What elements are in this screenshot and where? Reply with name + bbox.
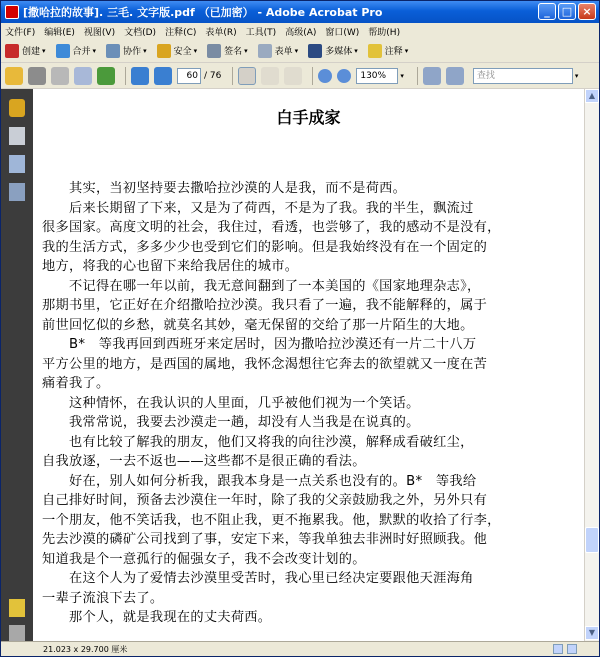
previous-page-icon[interactable] (131, 67, 149, 85)
document-line: 后来长期留了下来，又是为了荷西，不是为了我。我的半生，飘流过 (42, 200, 474, 216)
create-button[interactable]: 创建 ▾ (5, 44, 46, 58)
page-total: / 76 (204, 70, 222, 81)
create-label: 创建 (22, 47, 41, 57)
forms-icon (258, 44, 272, 58)
page-layout-icon[interactable] (423, 67, 441, 85)
multimedia-icon (308, 44, 322, 58)
document-line: 不记得在哪一年以前，我无意间翻到了一本美国的《国家地理杂志》， (42, 278, 481, 294)
document-line: 自我放逐，一去不返也——这些都不是很正确的看法。 (42, 454, 366, 469)
signatures-icon[interactable] (9, 183, 25, 201)
menu-bar (1, 23, 599, 39)
sign-label: 签名 (224, 47, 243, 57)
email-icon[interactable] (74, 67, 92, 85)
document-line: 我常常说，我要去沙漠走一趟，却没有人当我是在说真的。 (42, 415, 420, 430)
zoom-level-input[interactable]: 130% (356, 68, 398, 84)
menu-file[interactable]: 文件(F) (5, 27, 36, 38)
bookmarks-icon[interactable] (9, 155, 25, 173)
comment-label: 注释 (384, 47, 403, 57)
document-line: 一辈子流浪下去了。 (42, 590, 164, 606)
select-text-icon[interactable] (238, 67, 256, 85)
document-line: B* 等我再回到西班牙来定居时，因为撒哈拉沙漠还有一片二十八万 (42, 337, 477, 352)
pages-icon[interactable] (9, 127, 25, 145)
task-toolbar (1, 39, 599, 63)
page-size-readout: 21.023 x 29.700 厘米 (43, 644, 128, 654)
maximize-button[interactable]: □ (558, 3, 576, 20)
toolbar-separator (312, 67, 313, 85)
close-button[interactable]: × (578, 3, 596, 20)
scroll-thumb[interactable] (585, 527, 599, 553)
menu-comments[interactable]: 注释(C) (165, 27, 197, 38)
forms-label: 表单 (274, 47, 293, 57)
search-input[interactable]: 查找 (473, 68, 573, 84)
forms-button[interactable]: 表单 ▾ (258, 44, 299, 58)
menu-edit[interactable]: 编辑(E) (44, 27, 75, 38)
document-title: 白手成家 (276, 108, 341, 127)
collaborate-button[interactable]: 协作 ▾ (106, 44, 147, 58)
marquee-zoom-icon[interactable] (284, 67, 302, 85)
document-line: 好在，别人如何分析我，跟我本身是一点关系也没有的。B* 等我给 (42, 473, 477, 489)
title-bar (1, 1, 599, 23)
secure-label: 安全 (173, 47, 192, 57)
combine-icon (56, 44, 70, 58)
document-line: 也有比较了解我的朋友，他们又将我的向往沙漠，解释成看破红尘， (42, 434, 474, 450)
page-number-input[interactable]: 60 (177, 68, 201, 84)
save-icon[interactable] (51, 67, 69, 85)
comment-button[interactable]: 注释 ▾ (368, 44, 409, 58)
collaborate-icon (106, 44, 120, 58)
combine-button[interactable]: 合并 ▾ (56, 44, 97, 58)
create-pdf-icon (5, 44, 19, 58)
menu-tools[interactable]: 工具(T) (245, 27, 277, 38)
minimize-button[interactable]: _ (538, 3, 556, 20)
zoom-in-icon[interactable] (337, 69, 351, 83)
vertical-scrollbar[interactable] (584, 89, 599, 641)
next-page-icon[interactable] (154, 67, 172, 85)
multimedia-label: 多媒体 (325, 47, 353, 57)
menu-window[interactable]: 窗口(W) (325, 27, 360, 38)
hand-tool-icon[interactable] (261, 67, 279, 85)
toolbar-separator (125, 67, 126, 85)
lock-icon[interactable] (9, 99, 25, 117)
page-nav-first[interactable] (553, 644, 563, 654)
document-line: 我的生活方式，多多少少也受到它们的影响。但是我始终没有在一个固定的 (42, 239, 488, 255)
window-title: [撒哈拉的故事]. 三毛. 文字版.pdf （已加密） - Adobe Acrobat Pro (23, 6, 383, 19)
zoom-dropdown-arrow[interactable]: ▾ (400, 71, 404, 80)
lock-icon (157, 44, 171, 58)
document-line: 这种情怀，在我认识的人里面，几乎被他们视为一个笑话。 (42, 395, 420, 411)
zoom-out-icon[interactable] (318, 69, 332, 83)
scroll-up-arrow[interactable]: ▲ (585, 89, 599, 103)
menu-view[interactable]: 视图(V) (83, 27, 116, 38)
print-icon[interactable] (28, 67, 46, 85)
search-dropdown-arrow[interactable]: ▾ (574, 71, 579, 80)
document-line: 先去沙漠的磷矿公司找到了事，安定下来，等我单独去非洲时好照顾我。他 (42, 532, 488, 547)
document-line: 很多国家。高度文明的社会，我住过，看透，也尝够了，我的感动不是没有， (42, 220, 501, 235)
document-line: 前世回忆似的乡愁，就莫名其妙，毫无保留的交给了那一片陌生的大地。 (42, 317, 474, 333)
comment-icon (368, 44, 382, 58)
toolbar-separator (232, 67, 233, 85)
scroll-down-arrow[interactable]: ▼ (585, 626, 599, 640)
collaborate-label: 协作 (123, 47, 142, 57)
multimedia-button[interactable]: 多媒体 ▾ (308, 44, 358, 58)
page-nav-last[interactable] (567, 644, 577, 654)
document-line: 其实，当初坚持要去撒哈拉沙漠的人是我，而不是荷西。 (42, 181, 407, 196)
document-line: 痛着我了。 (42, 376, 110, 391)
menu-document[interactable]: 文档(D) (124, 27, 157, 38)
pen-icon (207, 44, 221, 58)
document-body (42, 179, 574, 628)
comments-icon[interactable] (9, 599, 25, 617)
menu-advanced[interactable]: 高级(A) (285, 27, 317, 38)
acrobat-app-icon[interactable] (5, 5, 19, 19)
sign-button[interactable]: 签名 ▾ (207, 44, 248, 58)
document-line: 在这个人为了爱情去沙漠里受苦时，我心里已经决定要跟他天涯海角 (42, 571, 474, 586)
menu-forms[interactable]: 表单(R) (205, 27, 237, 38)
document-line: 自己排好时间，预备去沙漠住一年时，除了我的父亲鼓励我之外，另外只有 (42, 493, 488, 508)
status-bar (1, 641, 599, 656)
document-line: 平方公里的地方，是西国的属地，我怀念渴想往它奔去的欲望就又一度在苦 (42, 356, 488, 372)
document-line: 知道我是个一意孤行的倔强女子，我不会改变计划的。 (42, 551, 366, 567)
secure-button[interactable]: 安全 ▾ (157, 44, 198, 58)
combine-label: 合并 (72, 47, 91, 57)
document-page (33, 89, 584, 641)
document-line: 地方，将我的心也留下来给我居住的城市。 (42, 259, 299, 274)
menu-help[interactable]: 帮助(H) (368, 27, 401, 38)
navigation-pane (1, 89, 33, 641)
document-line: 一个朋友，他不笑话我，也不阻止我，更不拖累我。他，默默的收拾了行李， (42, 512, 501, 528)
fit-page-icon[interactable] (446, 67, 464, 85)
toolbar-separator (417, 67, 418, 85)
document-line: 那期书里，它正好在介绍撒哈拉沙漠。我只看了一遍，我不能解释的，属于 (42, 298, 488, 313)
navigation-toolbar (1, 63, 599, 89)
share-icon[interactable] (97, 67, 115, 85)
open-icon[interactable] (5, 67, 23, 85)
document-line: 那个人，就是我现在的丈夫荷西。 (42, 610, 272, 625)
